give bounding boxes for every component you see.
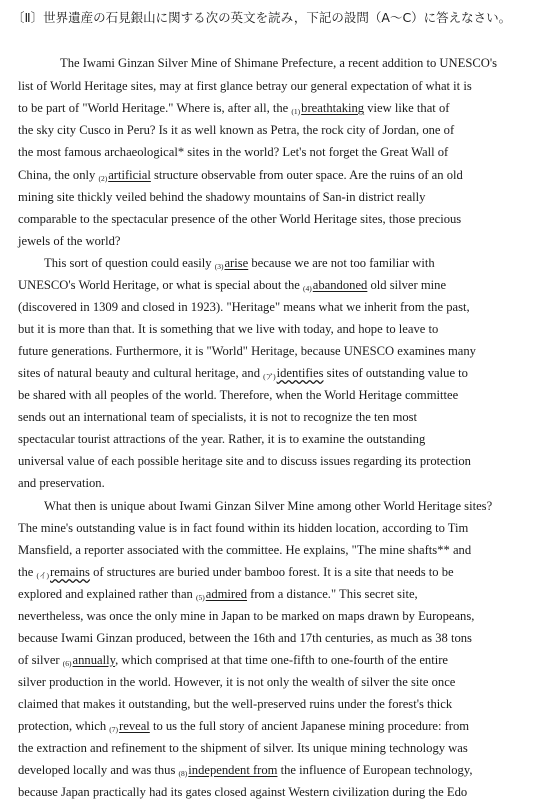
passage-line xyxy=(18,100,449,118)
passage-line xyxy=(18,520,468,537)
passage-line xyxy=(18,652,448,670)
passage-line xyxy=(18,387,458,404)
line-text: future generations. Furthermore, it is "World" Heritage, because UNESCO examines many xyxy=(18,344,476,358)
passage-line xyxy=(18,740,468,757)
underlined-term: artificial xyxy=(108,168,151,182)
passage-line xyxy=(18,277,446,295)
underlined-term: identifies xyxy=(276,366,324,380)
passage-line xyxy=(18,630,472,647)
passage-line xyxy=(18,365,468,383)
item-number: (7) xyxy=(109,725,119,734)
underlined-term: abandoned xyxy=(312,278,368,292)
line-text: structure observable from outer space. Are the ruins of an old xyxy=(150,168,463,182)
line-text: to be part of "World Heritage." Where is, after all, the xyxy=(18,101,292,115)
passage-line xyxy=(18,211,461,228)
line-text: the sky city Cusco in Peru? Is it as well known as Petra, the rock city of Jordan, one of xyxy=(18,123,455,137)
line-text: because Iwami Ginzan produced, between the 16th and 17th centuries, as much as 38 tons xyxy=(18,631,472,645)
passage-line xyxy=(18,144,448,161)
line-text: explored and explained rather than xyxy=(18,587,196,601)
underlined-term: reveal xyxy=(119,719,150,733)
underlined-term: annually xyxy=(72,653,116,667)
line-text: nevertheless, was once the only mine in Japan to be marked on maps drawn by Europeans, xyxy=(18,609,475,623)
line-text: the xyxy=(18,565,37,579)
passage-line xyxy=(18,564,454,582)
passage-line xyxy=(18,762,472,780)
line-text: , which comprised at that time one-fifth to one-fourth of the entire xyxy=(115,653,449,667)
passage-line xyxy=(18,78,472,95)
line-text: The Iwami Ginzan Silver Mine of Shimane Prefecture, a recent addition to UNESCO's xyxy=(60,56,497,70)
passage-line xyxy=(18,475,105,492)
line-text: of silver xyxy=(18,653,63,667)
passage-line xyxy=(18,321,438,338)
passage-line xyxy=(18,696,452,713)
passage-line xyxy=(18,542,471,559)
item-number: (3) xyxy=(214,262,224,271)
item-number: (8) xyxy=(178,769,188,778)
line-text: sends out an international team of specialists, it is not to recognize the ten most xyxy=(18,410,418,424)
line-text: the extraction and refinement to the shipment of silver. Its unique mining technology was xyxy=(18,741,468,755)
passage-line xyxy=(18,586,418,604)
line-text: This sort of question could easily xyxy=(44,256,215,270)
underlined-term: admired xyxy=(205,587,248,601)
line-text: because Japan practically had its gates closed against Western civilization during the Edo xyxy=(18,785,468,799)
line-text: mining site thickly veiled behind the shadowy mountains of San-in district really xyxy=(18,190,426,204)
line-text: China, the only xyxy=(18,168,99,182)
line-text: developed locally and was thus xyxy=(18,763,179,777)
line-text: the influence of European technology, xyxy=(277,763,473,777)
line-text: but it is more than that. It is something that we live with today, and hope to leave to xyxy=(18,322,439,336)
line-text: UNESCO's World Heritage, or what is special about the xyxy=(18,278,304,292)
passage-line xyxy=(44,498,492,515)
item-number: (2) xyxy=(98,174,108,183)
line-text: sites of outstanding value to xyxy=(323,366,468,380)
passage-line xyxy=(18,122,454,139)
line-text: protection, which xyxy=(18,719,110,733)
line-text: to us the full story of ancient Japanese mining procedure: from xyxy=(149,719,470,733)
line-text: spectacular tourist attractions of the year. Rather, it is to examine the outstanding xyxy=(18,432,426,446)
passage-line xyxy=(18,431,425,448)
underlined-term: remains xyxy=(50,565,90,579)
passage-line xyxy=(18,718,469,736)
passage-line xyxy=(18,674,455,691)
item-number: (1) xyxy=(291,107,301,116)
passage-line xyxy=(18,189,425,206)
line-text: jewels of the world? xyxy=(18,234,121,248)
passage-line xyxy=(18,167,463,185)
line-text: silver production in the world. However, it is not only the wealth of silver the site once xyxy=(18,675,456,689)
line-text: What then is unique about Iwami Ginzan Silver Mine among other World Heritage sites? xyxy=(44,499,493,513)
item-number: (4) xyxy=(303,284,312,293)
passage-line xyxy=(18,409,417,426)
passage-line xyxy=(18,608,474,625)
line-text: of structures are buried under bamboo forest. It is a site that needs to be xyxy=(89,565,454,579)
underlined-term: breathtaking xyxy=(301,101,365,115)
line-text: and preservation. xyxy=(18,476,105,490)
line-text: from a distance." This secret site, xyxy=(247,587,418,601)
line-text: universal value of each possible heritage site and to discuss issues regarding its protection xyxy=(18,454,471,468)
passage-line xyxy=(18,453,471,470)
line-text: sites of natural beauty and cultural heritage, and xyxy=(18,366,264,380)
question-heading: 〔Ⅱ〕世界遺産の石見銀山に関する次の英文を読み，下記の設問（A～C）に答えなさい。 xyxy=(12,10,512,25)
passage-line xyxy=(44,255,435,273)
line-text: list of World Heritage sites, may at first glance betray our general expectation of what it is xyxy=(18,79,472,93)
line-text: be shared with all peoples of the world. Therefore, when the World Heritage committee xyxy=(18,388,459,402)
underlined-term: arise xyxy=(224,256,249,270)
passage-line xyxy=(18,784,467,801)
line-text: because we are not too familiar with xyxy=(248,256,435,270)
line-text: comparable to the spectacular presence of the other World Heritage sites, those precious xyxy=(18,212,462,226)
line-text: old silver mine xyxy=(367,278,447,292)
passage-line xyxy=(18,343,476,360)
line-text: claimed that makes it outstanding, but the well-preserved ruins under the forest's thick xyxy=(18,697,453,711)
item-number: (6) xyxy=(62,659,72,668)
passage-line xyxy=(18,233,120,250)
underlined-term: independent from xyxy=(188,763,278,777)
item-number: (イ) xyxy=(36,571,50,580)
line-text: The mine's outstanding value is in fact found within its hidden location, according to Tim xyxy=(18,521,469,535)
passage-line xyxy=(60,55,497,72)
line-text: the most famous archaeological* sites in the world? Let's not forget the Great Wall of xyxy=(18,145,449,159)
item-number: (ア) xyxy=(263,372,276,381)
line-text: view like that of xyxy=(364,101,450,115)
line-text: (discovered in 1309 and closed in 1923). "Heritage" means what we inherit from the past, xyxy=(18,300,470,314)
item-number: (5) xyxy=(196,593,205,602)
line-text: Mansfield, a reporter associated with the committee. He explains, "The mine shafts** and xyxy=(18,543,472,557)
passage-line xyxy=(18,299,470,316)
